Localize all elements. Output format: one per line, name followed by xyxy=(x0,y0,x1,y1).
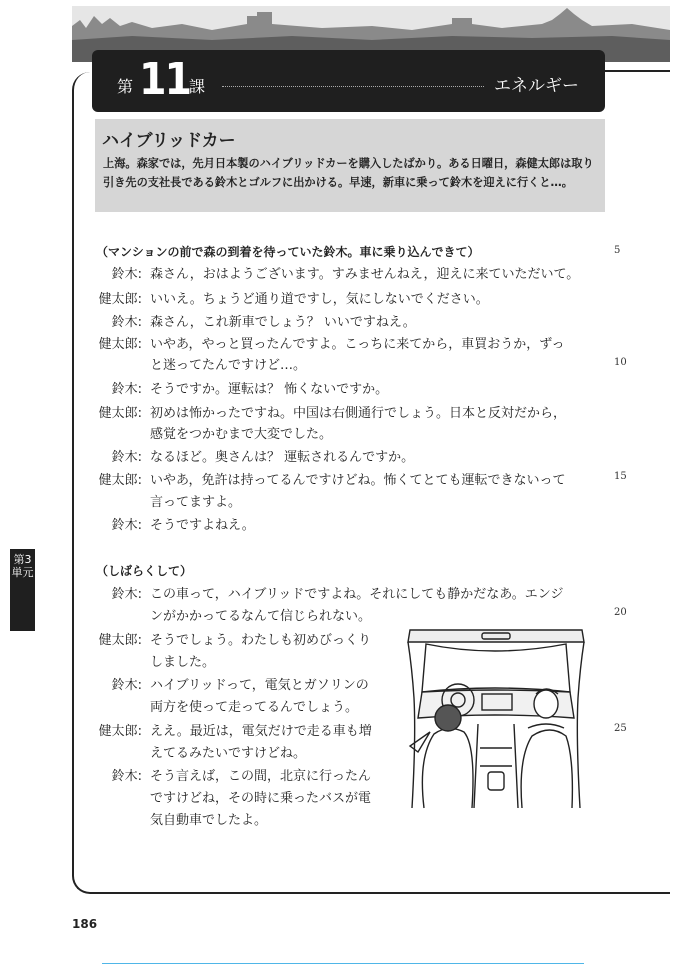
speaker: 鈴木: xyxy=(111,678,142,693)
speaker: 健太郎: xyxy=(98,724,142,739)
speaker: 健太郎: xyxy=(98,337,142,352)
dialogue-line: いいえ。ちょうど通り道ですし，気にしないでください。 xyxy=(150,292,489,307)
dialogue-line: 森さん，おはようございます。すみませんねえ，迎えに来ていただいて。 xyxy=(150,267,580,282)
dialogue-line: ですけどね，その時に乗ったバスが電 xyxy=(150,791,372,806)
speaker: 鈴木: xyxy=(111,315,142,330)
intro-text: 上海。森家では，先月日本製のハイブリッドカーを購入したばかり。ある日曜日，森健太郎は取り引き先の支社長である鈴木とゴルフに出かける。早速，新車に乗って鈴木を迎えに行くと…。 xyxy=(103,157,594,189)
dialogue-line: 感覚をつかむまで大変でした。 xyxy=(150,427,333,442)
dialogue-line: 初めは怖かったですね。中国は右側通行でしょう。日本と反対だから， xyxy=(150,406,567,421)
dialogue-line: この車って，ハイブリッドですよね。それにしても静かだなあ。エンジ xyxy=(150,587,564,602)
line-number: 10 xyxy=(614,357,627,368)
page-number: 186 xyxy=(72,917,98,931)
intro-title: ハイブリッドカー xyxy=(102,131,236,151)
dialogue-line: 森さん，これ新車でしょう？ いいですねえ。 xyxy=(150,315,416,330)
speaker: 鈴木: xyxy=(111,382,142,397)
dialogue-line: 言ってますよ。 xyxy=(150,495,242,510)
line-number: 20 xyxy=(614,607,627,618)
dialogue-line: 両方を使って走ってるんでしょう。 xyxy=(150,700,359,715)
stage-direction-1: （マンションの前で森の到着を待っていた鈴木。車に乗り込んできて） xyxy=(96,245,480,259)
line-number: 25 xyxy=(614,723,627,734)
speaker: 健太郎: xyxy=(98,292,142,307)
speaker: 健太郎: xyxy=(98,633,142,648)
dialogue-line: ハイブリッドって，電気とガソリンの xyxy=(150,678,369,693)
dialogue-line: いやあ，やっと買ったんですよ。こっちに来てから，車買おうか，ずっ xyxy=(150,337,565,352)
dialogue-line: そうですよねえ。 xyxy=(150,518,255,533)
speaker: 鈴木: xyxy=(111,587,142,602)
speaker: 鈴木: xyxy=(111,769,142,784)
dialogue-line: そうでしょう。わたしも初めびっくり xyxy=(150,633,372,648)
unit-side-tab-label: 第3単元 xyxy=(11,553,34,579)
speaker: 鈴木: xyxy=(111,267,142,282)
dialogue-line: そう言えば，この間，北京に行ったん xyxy=(150,769,372,784)
dialogue-line: ンがかかってるなんて信じられない。 xyxy=(150,609,372,624)
lesson-divider xyxy=(222,86,484,87)
stage-direction-2: （しばらくして） xyxy=(96,564,193,578)
dialogue-line: ええ。最近は，電気だけで走る車も増 xyxy=(150,724,372,739)
dialogue-line: えてるみたいですけどね。 xyxy=(150,746,307,761)
speaker: 健太郎: xyxy=(98,473,142,488)
line-number: 5 xyxy=(614,245,621,256)
dialogue-line: いやあ，免許は持ってるんですけどね。怖くてとても運転できないって xyxy=(150,473,566,488)
lesson-number: 11 xyxy=(139,54,191,105)
line-number: 15 xyxy=(614,471,627,482)
car-interior-illustration xyxy=(404,628,588,812)
lesson-theme: エネルギー xyxy=(494,76,579,96)
dialogue-line: しました。 xyxy=(150,655,216,670)
dialogue-line: そうですか。運転は？ 怖くないですか。 xyxy=(150,382,389,397)
dialogue-line: と迷ってたんですけど…。 xyxy=(150,358,307,373)
dialogue-line: 気自動車でしたよ。 xyxy=(150,813,268,828)
speaker: 健太郎: xyxy=(98,406,142,421)
dialogue-line: なるほど。奥さんは？ 運転されるんですか。 xyxy=(150,450,415,465)
lesson-suffix: 課 xyxy=(189,77,206,96)
speaker: 鈴木: xyxy=(111,450,142,465)
lesson-prefix: 第 xyxy=(117,77,134,96)
speaker: 鈴木: xyxy=(111,518,142,533)
bottom-rule xyxy=(102,963,584,964)
